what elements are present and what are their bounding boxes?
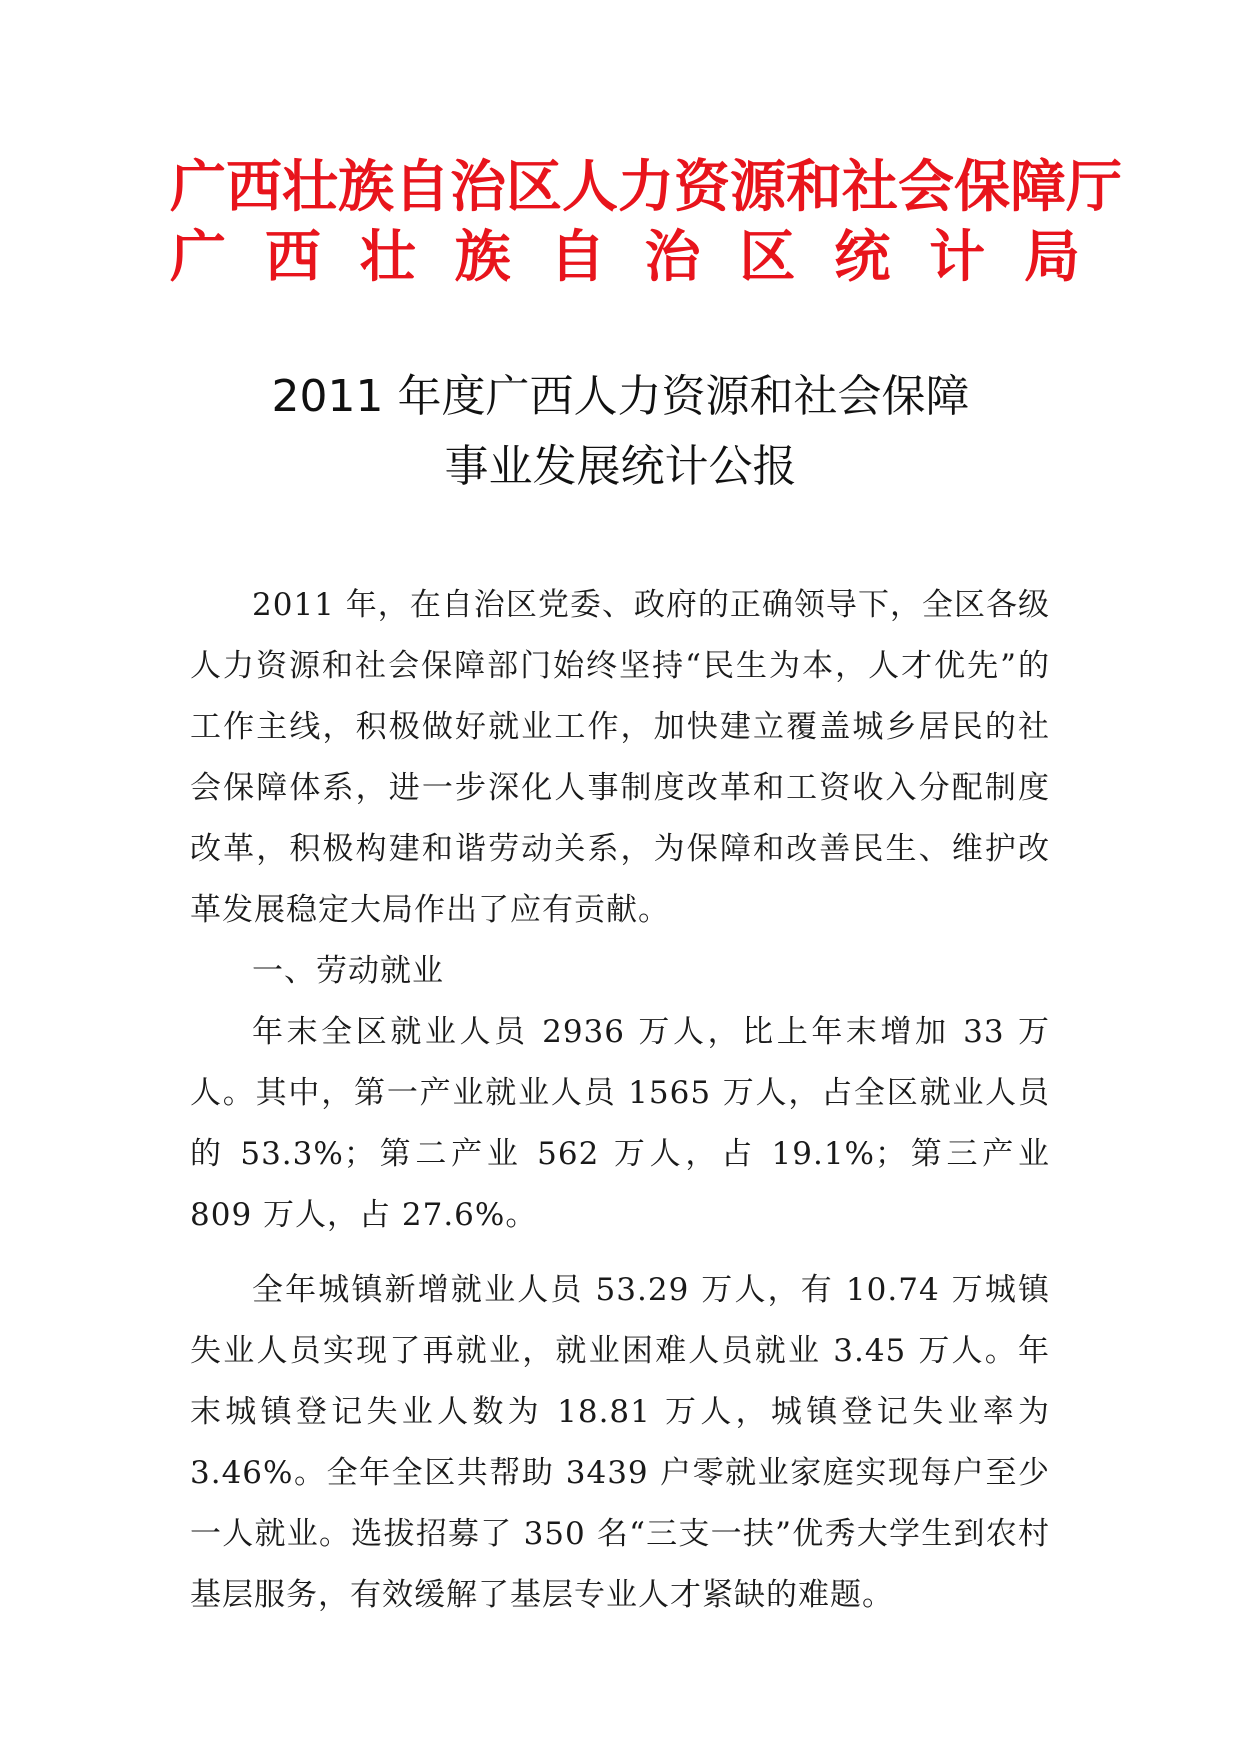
intro-paragraph: 2011 年，在自治区党委、政府的正确领导下，全区各级人力资源和社会保障部门始终坚持“民生为本，人才优先”的工作主线，积极做好就业工作，加快建立覆盖城乡居民的社会保障体系，进一步深化人事制度改革和工资收入分配制度改革，积极构建和谐劳动关系，为保障和改善民生、维护改革发展稳定大局作出了应有贡献。 [190,587,1050,928]
document-title-line1: 2011 年度广西人力资源和社会保障 [271,371,970,422]
issuer-line-hrss: 广西壮族自治区人力资源和社会保障厅 [170,155,1122,220]
document-title-line2: 事业发展统计公报 [444,441,797,492]
section-heading-employment: 一、劳动就业 [252,953,444,989]
employment-paragraph-2: 全年城镇新增就业人员 53.29 万人，有 10.74 万城镇失业人员实现了再就业，就业困难人员就业 3.45 万人。年末城镇登记失业人数为 18.81 万人，城镇登记失业率为 3.46%。全年全区共帮助 3439 户零就业家庭实现每户至少一人就业。选拔招募了 350 名“三支一扶”优秀大学生到农村基层服务，有效缓解了基层专业人才紧缺的难题。 [190,1272,1050,1613]
paragraph-spacer [190,1246,1050,1260]
employment-paragraph-1: 年末全区就业人员 2936 万人，比上年末增加 33 万人。其中，第一产业就业人员 1565 万人，占全区就业人员的 53.3%；第二产业 562 万人，占 19.1%；第三产业 809 万人，占 27.6%。 [190,1014,1050,1233]
issuer-line-statistics: 广 西 壮 族 自 治 区 统 计 局 [170,225,1080,290]
document-body [190,575,1050,1626]
